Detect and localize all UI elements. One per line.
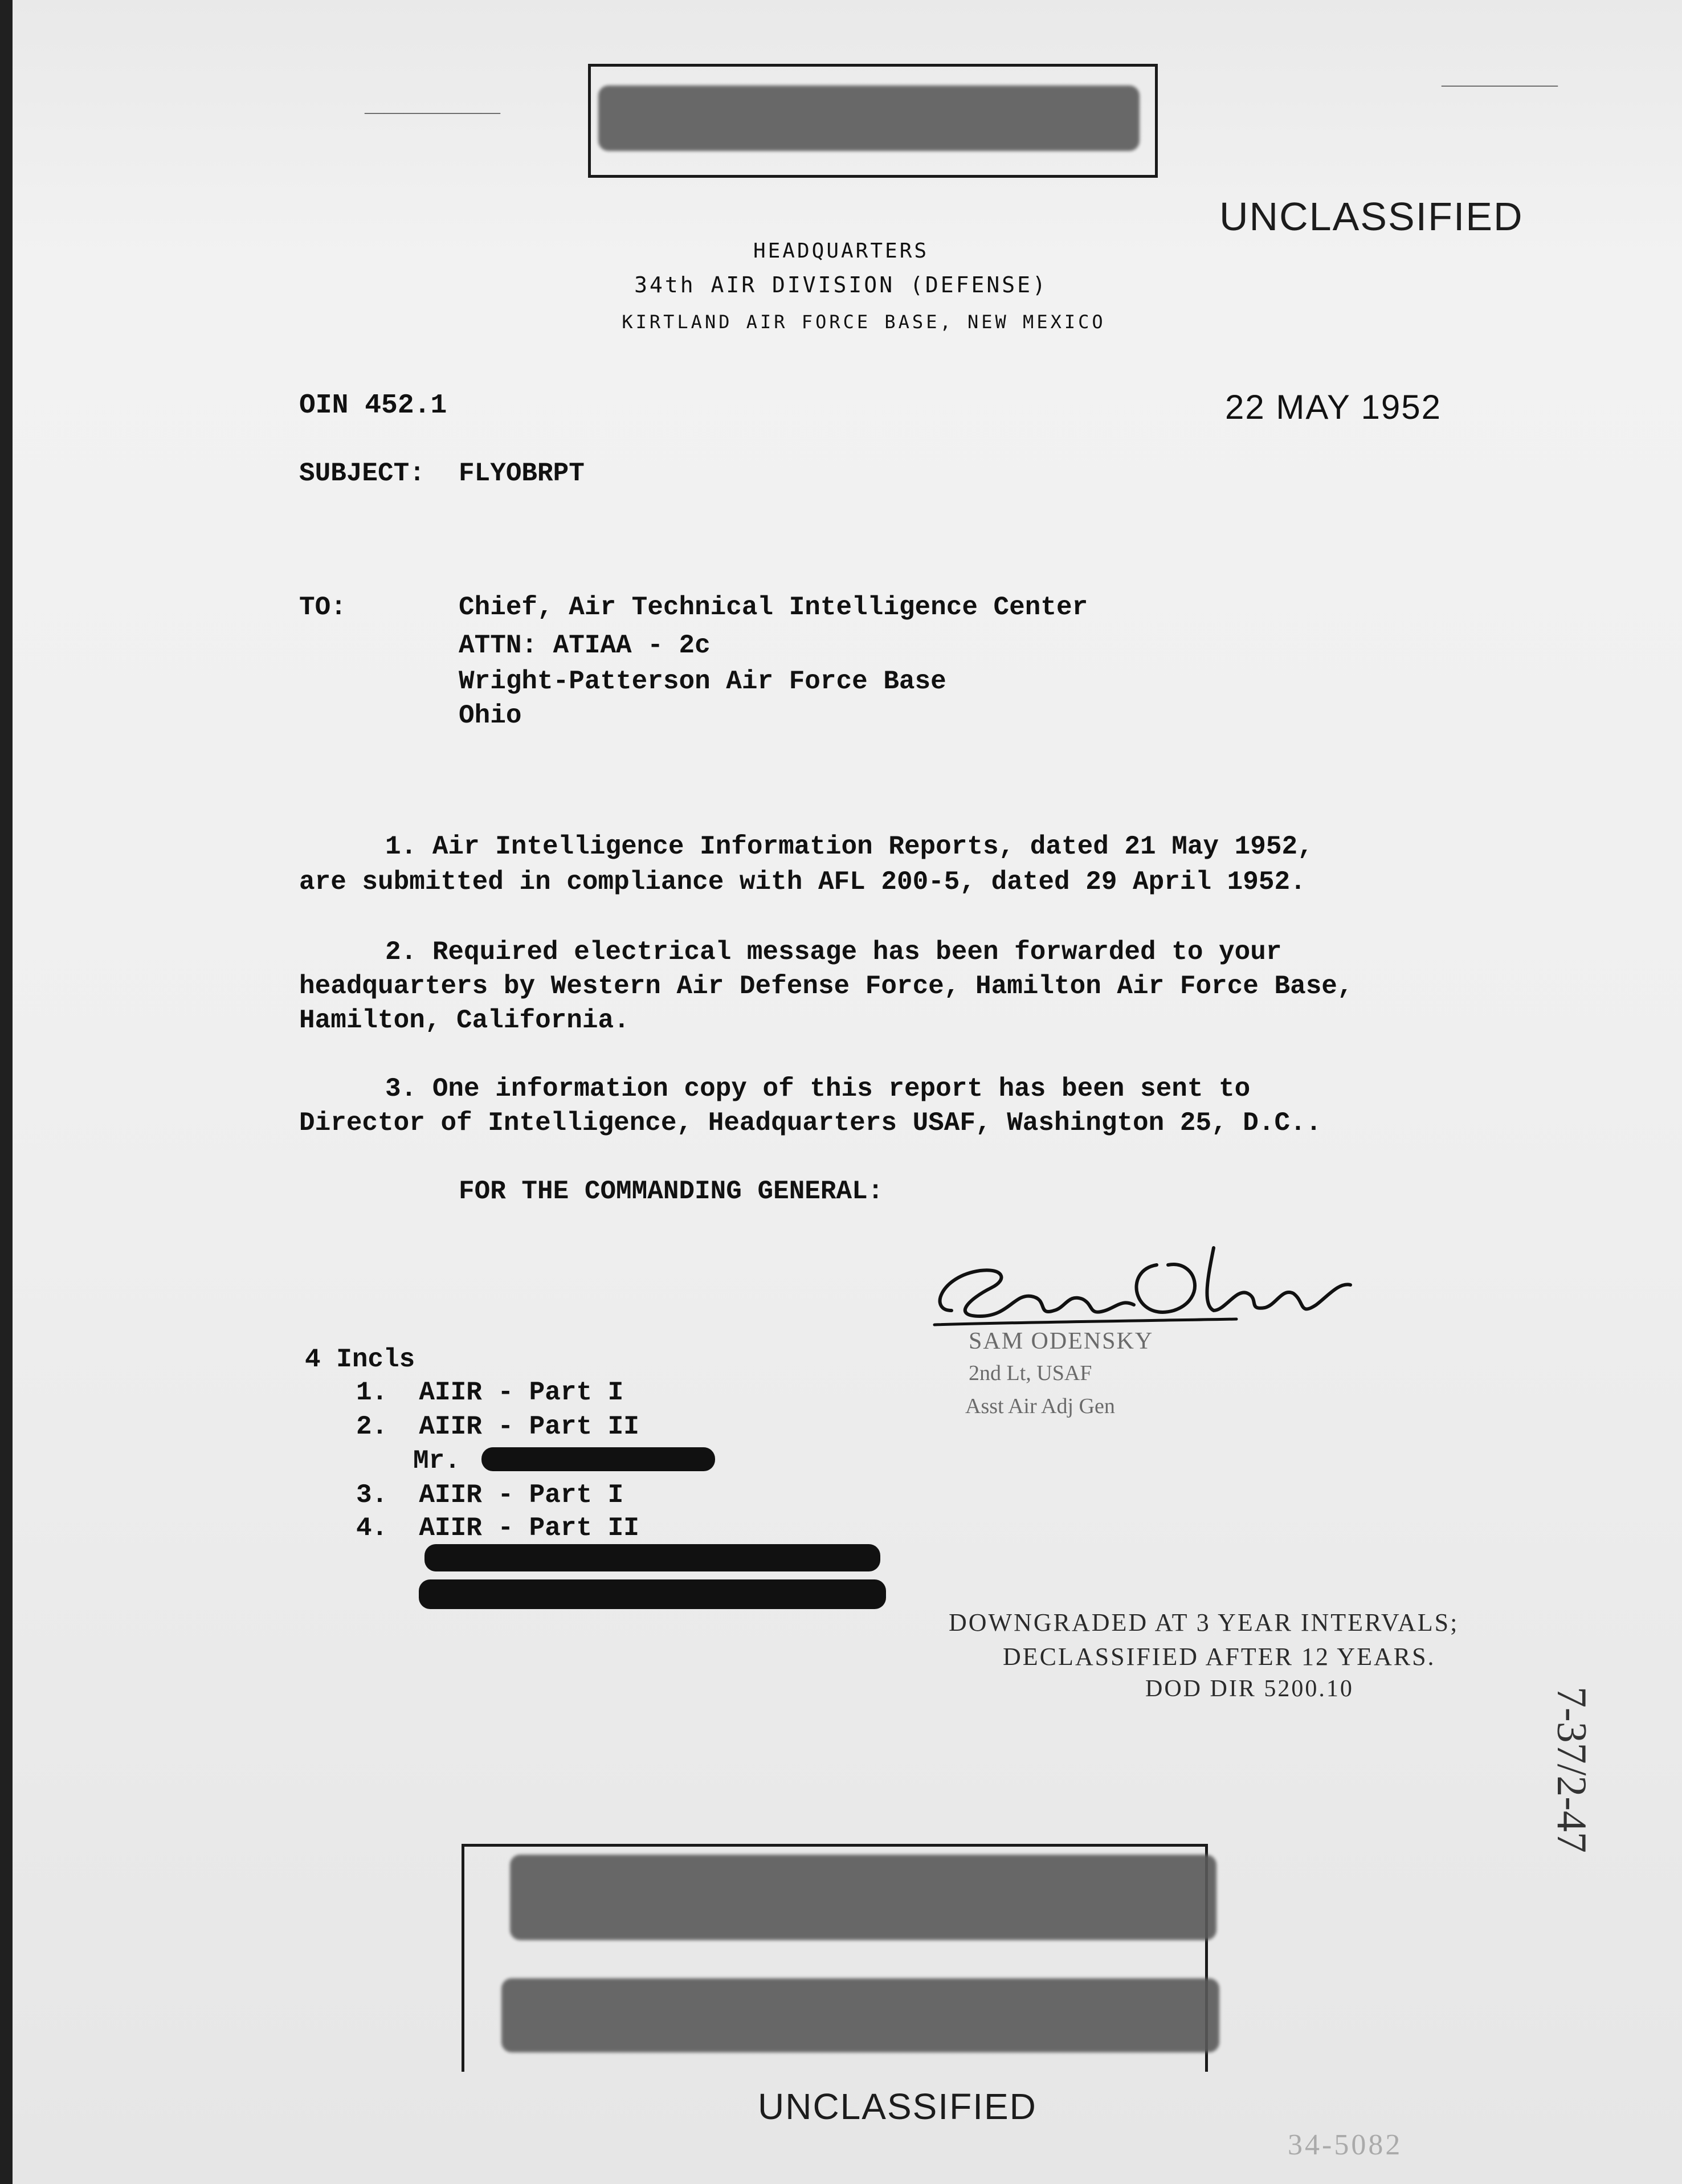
paragraph-3-line1: 3. One information copy of this report has been sent to — [385, 1074, 1251, 1104]
to-line2: ATTN: ATIAA - 2c — [459, 631, 711, 660]
paragraph-2-line1: 2. Required electrical message has been forwarded to your — [385, 937, 1282, 967]
top-right-dashes: —————— — [1442, 74, 1558, 95]
scan-border — [0, 0, 13, 2184]
top-classification-stamp: UNCLASSIFIED — [1219, 194, 1524, 239]
signatory-title: Asst Air Adj Gen — [965, 1394, 1115, 1418]
enclosure-item-2: 2. AIIR - Part II — [356, 1412, 639, 1442]
enclosure-item-3: 3. AIIR - Part I — [356, 1480, 624, 1510]
enclosures-count: 4 Incls — [305, 1345, 415, 1374]
paragraph-1-line1: 1. Air Intelligence Information Reports, dated 21 May 1952, — [385, 832, 1313, 862]
signatory-name: SAM ODENSKY — [969, 1328, 1154, 1354]
paragraph-2-line3: Hamilton, California. — [299, 1006, 630, 1035]
paragraph-2-line2: headquarters by Western Air Defense Force, Hamilton Air Force Base, — [299, 971, 1353, 1001]
downgrade-stamp-line1: DOWNGRADED AT 3 YEAR INTERVALS; — [949, 1609, 1459, 1636]
to-line1: Chief, Air Technical Intelligence Center — [459, 593, 1088, 622]
to-line4: Ohio — [459, 701, 522, 730]
subject-label: SUBJECT: — [299, 459, 425, 488]
paragraph-3-line2: Director of Intelligence, Headquarters USAF, Washington 25, D.C.. — [299, 1108, 1322, 1138]
letterhead-line2: 34th AIR DIVISION (DEFENSE) — [634, 272, 1048, 297]
signatory-rank: 2nd Lt, USAF — [969, 1361, 1092, 1385]
redaction-bar-3 — [419, 1579, 886, 1609]
redaction-bar-1 — [481, 1447, 715, 1471]
top-left-dashes: ——————— — [365, 101, 500, 123]
office-symbol: OIN 452.1 — [299, 390, 447, 421]
enclosure-item-4: 4. AIIR - Part II — [356, 1513, 639, 1543]
subject-value: FLYOBRPT — [459, 459, 585, 488]
closing-line: FOR THE COMMANDING GENERAL: — [459, 1177, 884, 1206]
memo-date: 22 MAY 1952 — [1225, 388, 1442, 426]
redaction-bar-2 — [424, 1544, 880, 1571]
margin-handwritten-number: 7-37/2-47 — [1548, 1687, 1595, 1853]
to-label: TO: — [299, 593, 346, 622]
downgrade-stamp-line3: DOD DIR 5200.10 — [1145, 1676, 1354, 1702]
handwritten-signature — [917, 1225, 1362, 1339]
downgrade-stamp-line2: DECLASSIFIED AFTER 12 YEARS. — [1003, 1643, 1436, 1671]
letterhead-line3: KIRTLAND AIR FORCE BASE, NEW MEXICO — [622, 311, 1106, 333]
paragraph-1-line2: are submitted in compliance with AFL 200-5, dated 29 April 1952. — [299, 867, 1306, 897]
enclosure-item-1: 1. AIIR - Part I — [356, 1378, 624, 1407]
enclosure-sub-1: Mr. — [413, 1446, 460, 1476]
bottom-redaction-smudge-1 — [510, 1855, 1216, 1940]
bottom-redaction-smudge-2 — [501, 1978, 1219, 2052]
bottom-file-number: 34-5082 — [1288, 2129, 1403, 2161]
letterhead-line1: HEADQUARTERS — [753, 239, 929, 263]
to-line3: Wright-Patterson Air Force Base — [459, 667, 946, 696]
top-redaction-smudge — [598, 85, 1140, 151]
bottom-classification-stamp: UNCLASSIFIED — [758, 2086, 1037, 2127]
